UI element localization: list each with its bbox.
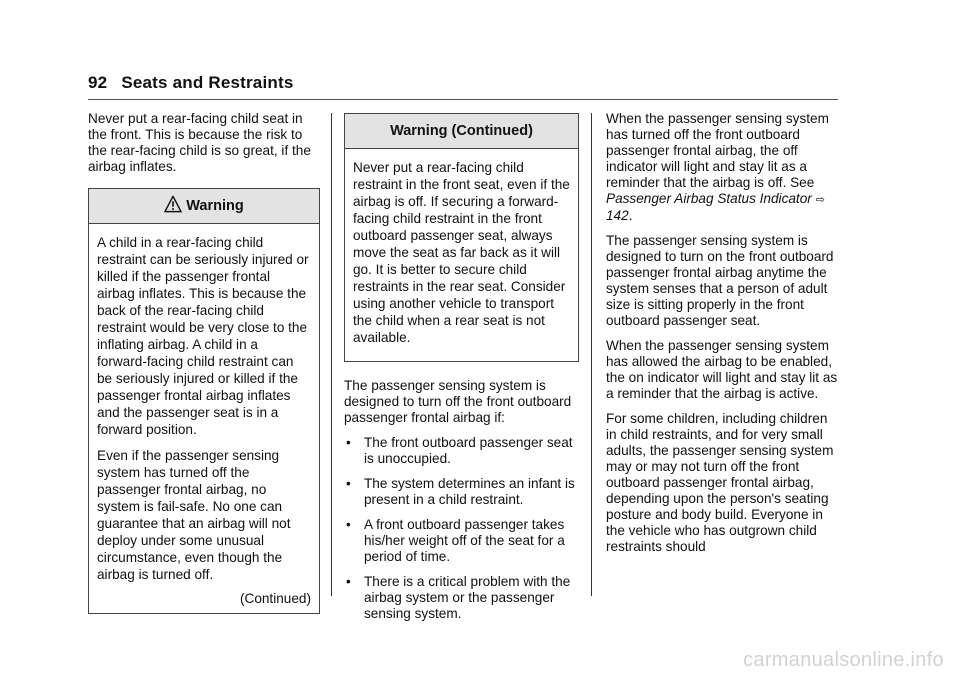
bullet-icon: • [346,435,351,450]
paragraph-on-indicator: When the passenger sensing system has allowed the airbag to be enabled, the on indicator will light and stay lit as a reminder that the airbag is active. [606,338,838,401]
paragraph-turn-on: The passenger sensing system is designed to turn on the front outboard passenger frontal airbag anytime the system senses that a person of adult size is sitting properly in the front outboard passenger seat. [606,233,834,328]
warning-continued-header: Warning (Continued) [345,114,578,149]
bullet-list [344,435,579,622]
column-divider-1 [331,113,332,596]
section-title: Seats and Restraints [121,73,294,92]
warning-box-body [89,224,319,613]
bullet-icon: • [346,517,351,532]
warning-continued-paragraph: Never put a rear-facing child restraint in the front seat, even if the airbag is off. If securing a forward-facing child restraint in the front outboard passenger seat, always move the seat as far back as it will go. It is better to secure child restraints in the rear seat. Consider using another vehicle to transport the child when a rear seat is not available. [353,160,570,345]
warning-paragraph-1: A child in a rear-facing child restraint can be seriously injured or killed if the passenger frontal airbag inflates. This is because the back of the rear-facing child restraint would be very close to the inflating airbag. A child in a forward-facing child restraint can be seriously injured or killed if the passenger frontal airbag inflates and the passenger seat is in a forward position. [97,235,309,437]
sensing-lead-paragraph: The passenger sensing system is designed to turn off the front outboard passenger frontal airbag if: [344,378,572,425]
list-item: • There is a critical problem with the airbag system or the passenger sensing system. [346,574,571,621]
warning-box [88,188,320,614]
list-item: • A front outboard passenger takes his/her weight off of the seat for a period of time. [346,517,565,564]
column-3 [606,111,840,564]
warning-icon [164,195,182,213]
paragraph-off-indicator: When the passenger sensing system has turned off the front outboard passenger frontal airbag, the off indicator will light and stay lit as a reminder that the airbag is off. See Passenger Airbag Status Indicator ⇨ 142. [606,111,829,223]
list-item: • The system determines an infant is present in a child restraint. [346,476,575,507]
paragraph-children: For some children, including children in child restraints, and for very small adults, the passenger sensing system may or may not turn off the front outboard passenger frontal airbag, depending upon the person's seating posture and body build. Everyone in the vehicle who has outgrown child restraints should [606,411,834,554]
bullet-icon: • [346,574,351,589]
column-1 [88,111,320,614]
page-number: 92 [88,73,108,92]
warning-continued-body [345,149,578,361]
page-reference-icon: ⇨ [815,194,825,206]
warning-continued-box [344,113,579,362]
page-header [88,73,294,93]
header-rule [88,99,838,100]
bullet-icon: • [346,476,351,491]
warning-box-header [89,189,319,224]
list-item: • The front outboard passenger seat is unoccupied. [346,435,573,466]
column-2 [344,103,579,631]
continued-label: (Continued) [239,591,311,606]
watermark: carmanualsonline.info [743,649,944,671]
intro-paragraph: Never put a rear-facing child seat in the front. This is because the risk to the rear-facing child is so great, if the airbag inflates. [88,111,311,174]
cross-reference-link[interactable]: Passenger Airbag Status Indicator ⇨ 142 [606,191,825,223]
warning-title: Warning [186,198,244,214]
warning-paragraph-2: Even if the passenger sensing system has turned off the passenger frontal airbag, no system is fail-safe. No one can guarantee that an airbag will not deploy under some unusual circumstance, even though the airbag is turned off. [97,448,291,582]
column-divider-2 [591,113,592,596]
